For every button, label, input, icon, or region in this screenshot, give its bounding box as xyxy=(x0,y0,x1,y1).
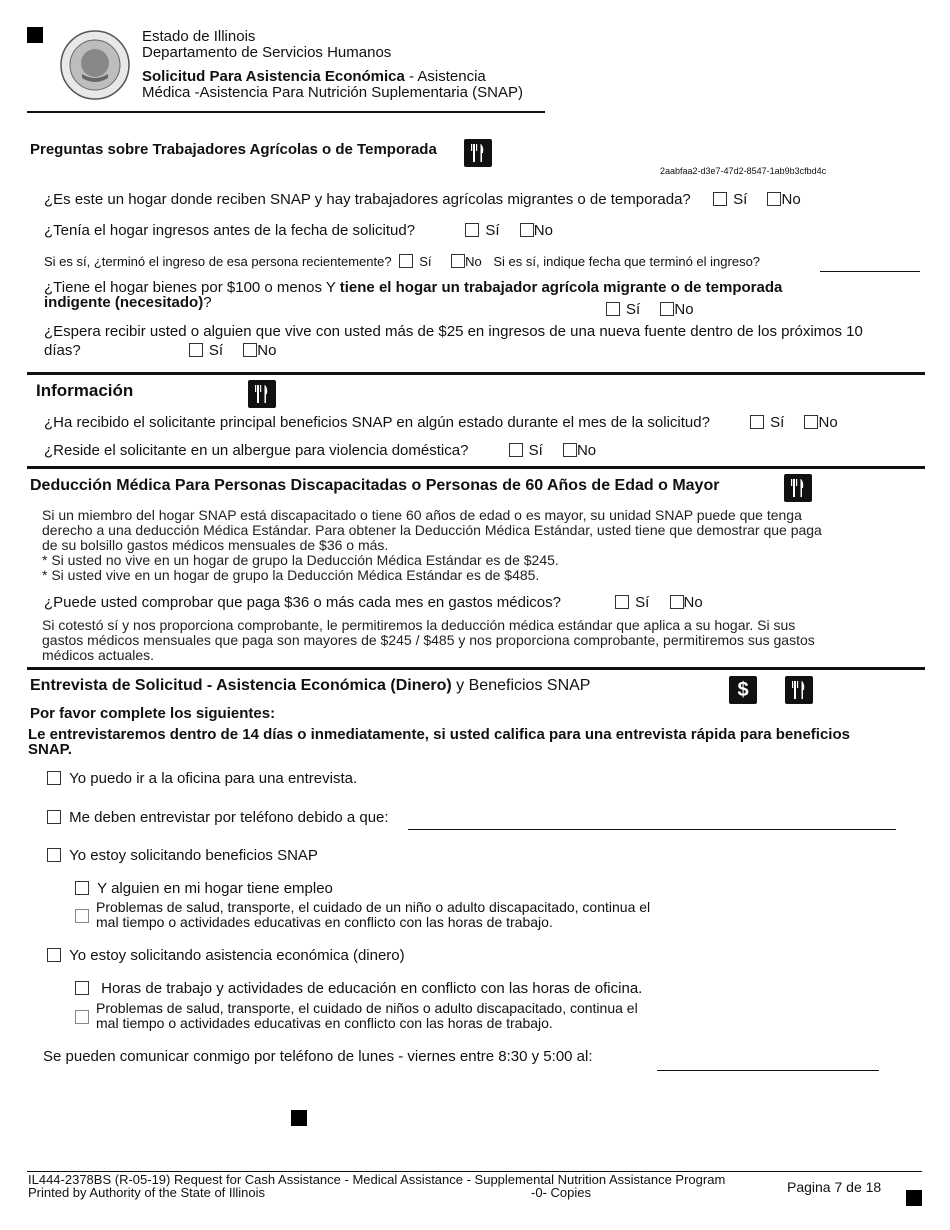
yes-label: Sí xyxy=(528,442,543,459)
footer-line1: IL444-2378BS (R-05-19) Request for Cash Assistance - Medical Assistance - Supplemental Nutrition Assistance Program xyxy=(28,1172,726,1187)
farm-q4-yes-checkbox[interactable] xyxy=(606,302,620,316)
cash-problems-line2: mal tiempo o actividades educativas en conflicto con las horas de trabajo. xyxy=(96,1015,553,1031)
no-label: No xyxy=(683,594,703,611)
contact-phone-field[interactable] xyxy=(657,1070,879,1071)
farm-q5-line1: ¿Espera recibir usted o alguien que vive con usted más de $25 en ingresos de una nueva fuente dentro de los próximos 10 xyxy=(44,323,863,340)
farm-section-title: Preguntas sobre Trabajadores Agrícolas o de Temporada xyxy=(30,141,437,158)
info-q1-text: ¿Ha recibido el solicitante principal beneficios SNAP en algún estado durante el mes de la solicitud? xyxy=(44,414,710,431)
info-q1-yes-checkbox[interactable] xyxy=(750,415,764,429)
medical-p1-line2: derecho a una deducción Médica Estándar. Para obtener la Deducción Médica Estándar, usted tiene que demostrar que paga xyxy=(42,522,822,538)
cash-hours-label: Horas de trabajo y actividades de educación en conflicto con las horas de oficina. xyxy=(101,980,643,997)
no-label: No xyxy=(818,414,838,431)
farm-q4-bold1: tiene el hogar un trabajador agrícola migrante o de temporada xyxy=(339,279,783,296)
section-divider xyxy=(27,372,925,375)
interview-complete-label: Por favor complete los siguientes: xyxy=(30,705,276,722)
snap-problems-line1: Problemas de salud, transporte, el cuidado de un niño o adulto discapacitado, continua el xyxy=(96,899,651,915)
cash-sub-problems xyxy=(75,1001,638,1031)
phone-interview-checkbox[interactable] xyxy=(47,810,61,824)
yes-label: Sí xyxy=(419,254,432,269)
info-q2-no-checkbox[interactable] xyxy=(563,443,577,457)
fork-knife-icon xyxy=(784,474,812,502)
medical-p2-line2: gastos médicos mensuales que paga son mayores de $245 / $485 y nos proporciona comprobante, permitiremos sus gastos xyxy=(42,632,815,648)
no-label: No xyxy=(781,191,801,208)
medical-p2-line1: Si cotestó sí y nos proporciona comprobante, le permitiremos la deducción médica estándar que aplica a su hogar. Si sus xyxy=(42,617,796,633)
farm-q3-date-text: Si es sí, indique fecha que terminó el ingreso? xyxy=(493,254,761,269)
contact-phone-label: Se pueden comunicar conmigo por teléfono de lunes - viernes entre 8:30 y 5:00 al: xyxy=(43,1048,593,1065)
medical-p1-line3: de su bolsillo gastos médicos mensuales de $36 o más. xyxy=(42,537,389,553)
section-divider xyxy=(27,466,925,469)
farm-q3-yes-checkbox[interactable] xyxy=(399,254,413,268)
farm-q3 xyxy=(44,253,760,270)
yes-label: Sí xyxy=(635,594,650,611)
interview-notice-line2: SNAP. xyxy=(28,741,72,758)
farm-q3-date-field[interactable] xyxy=(820,271,920,272)
registration-mark-top-left xyxy=(27,27,43,43)
interview-title-bold: Entrevista de Solicitud - Asistencia Económica (Dinero) xyxy=(30,677,452,694)
info-section-title: Información xyxy=(36,381,134,400)
snap-sub-employed xyxy=(75,880,333,897)
medical-q1-no-checkbox[interactable] xyxy=(670,595,684,609)
fork-knife-icon xyxy=(464,139,492,167)
farm-q3-no-checkbox[interactable] xyxy=(451,254,465,268)
farm-q1-no-checkbox[interactable] xyxy=(767,192,781,206)
medical-paragraph-1 xyxy=(42,508,922,583)
info-q2 xyxy=(44,442,596,459)
farm-q2 xyxy=(44,222,553,239)
phone-reason-field[interactable] xyxy=(408,829,896,830)
cash-sub-hours xyxy=(75,980,642,997)
office-interview-checkbox[interactable] xyxy=(47,771,61,785)
farm-q5-line2 xyxy=(44,342,276,359)
no-label: No xyxy=(533,222,553,239)
header-form-title-line2: Médica -Asistencia Para Nutrición Suplementaria (SNAP) xyxy=(142,84,523,101)
medical-paragraph-2 xyxy=(42,618,922,663)
cash-problems-checkbox[interactable] xyxy=(75,1010,89,1024)
medical-q1-yes-checkbox[interactable] xyxy=(615,595,629,609)
farm-q4-bold2: indigente (necesitado) xyxy=(44,294,204,311)
interview-opt-phone xyxy=(47,809,389,826)
info-q2-yes-checkbox[interactable] xyxy=(509,443,523,457)
interview-opt-office xyxy=(47,770,357,787)
registration-mark-bottom-center xyxy=(291,1110,307,1126)
yes-label: Sí xyxy=(208,342,224,359)
farm-q1-yes-checkbox[interactable] xyxy=(713,192,727,206)
farm-q4-part1: ¿Tiene el hogar bienes por $100 o menos Y xyxy=(44,279,340,296)
snap-sub-problems xyxy=(75,900,650,930)
snap-problems-line2: mal tiempo o actividades educativas en conflicto con las horas de trabajo. xyxy=(96,914,553,930)
yes-label: Sí xyxy=(626,301,641,318)
yes-label: Sí xyxy=(485,222,500,239)
info-q1 xyxy=(44,414,838,431)
interview-title-rest: y Beneficios SNAP xyxy=(451,677,591,694)
no-label: No xyxy=(465,254,482,269)
document-id: 2aabfaa2-d3e7-47d2-8547-1ab9b3cfbd4c xyxy=(660,166,827,176)
farm-q2-no-checkbox[interactable] xyxy=(520,223,534,237)
header-form-title xyxy=(142,68,486,85)
medical-p2-line3: médicos actuales. xyxy=(42,647,155,663)
registration-mark-bottom-right xyxy=(906,1190,922,1206)
farm-q1-text: ¿Es este un hogar donde reciben SNAP y hay trabajadores agrícolas migrantes o de temporada? xyxy=(44,191,691,208)
state-seal xyxy=(60,30,130,100)
medical-section-title: Deducción Médica Para Personas Discapacitadas o Personas de 60 Años de Edad o Mayor xyxy=(30,477,720,494)
medical-p1-line1: Si un miembro del hogar SNAP está discapacitado o tiene 60 años de edad o es mayor, su unidad SNAP puede que tenga xyxy=(42,507,802,523)
cash-applying-label: Yo estoy solicitando asistencia económica (dinero) xyxy=(69,947,405,964)
form-title-bold: Solicitud Para Asistencia Económica xyxy=(142,68,405,85)
header-underline xyxy=(27,111,545,113)
footer-page-number: Pagina 7 de 18 xyxy=(787,1179,882,1195)
cash-hours-checkbox[interactable] xyxy=(75,981,89,995)
medical-q1 xyxy=(44,594,703,611)
snap-employed-checkbox[interactable] xyxy=(75,881,89,895)
farm-q2-yes-checkbox[interactable] xyxy=(465,223,479,237)
office-interview-label: Yo puedo ir a la oficina para una entrevista. xyxy=(69,770,358,787)
farm-q5-yes-checkbox[interactable] xyxy=(189,343,203,357)
yes-label: Sí xyxy=(770,414,785,431)
section-divider xyxy=(27,667,925,670)
snap-applying-label: Yo estoy solicitando beneficios SNAP xyxy=(69,847,318,864)
header-state: Estado de Illinois xyxy=(142,28,256,45)
interview-section-title xyxy=(30,677,590,695)
snap-applying-checkbox[interactable] xyxy=(47,848,61,862)
interview-notice-line1: Le entrevistaremos dentro de 14 días o inmediatamente, si usted califica para una entrevista rápida para beneficios xyxy=(28,726,850,743)
interview-opt-cash xyxy=(47,947,405,964)
form-title-rest: - Asistencia xyxy=(404,68,486,85)
footer-line2-left: Printed by Authority of the State of Illinois xyxy=(28,1185,266,1200)
farm-q1 xyxy=(44,191,801,208)
farm-q4-options xyxy=(606,301,694,318)
dollar-icon: $ xyxy=(729,676,757,704)
no-label: No xyxy=(674,301,694,318)
header-department: Departamento de Servicios Humanos xyxy=(142,44,392,61)
info-q1-no-checkbox[interactable] xyxy=(804,415,818,429)
no-label: No xyxy=(257,342,277,359)
medical-bullet-1: * Si usted no vive en un hogar de grupo la Deducción Médica Estándar es de $245. xyxy=(42,552,559,568)
fork-knife-icon xyxy=(248,380,276,408)
interview-opt-snap xyxy=(47,847,318,864)
farm-q3-text: Si es sí, ¿terminó el ingreso de esa persona recientemente? xyxy=(44,254,392,269)
farm-q2-text: ¿Tenía el hogar ingresos antes de la fecha de solicitud? xyxy=(44,222,416,239)
farm-q4-line2 xyxy=(44,294,212,311)
cash-applying-checkbox[interactable] xyxy=(47,948,61,962)
info-q2-text: ¿Reside el solicitante en un albergue para violencia doméstica? xyxy=(44,442,469,459)
farm-q4-end: ? xyxy=(203,294,212,311)
footer-line2-right: -0- Copies xyxy=(531,1185,591,1200)
farm-q5-no-checkbox[interactable] xyxy=(243,343,257,357)
farm-q5-line2-text: días? xyxy=(44,342,81,359)
yes-label: Sí xyxy=(733,191,748,208)
medical-q1-text: ¿Puede usted comprobar que paga $36 o más cada mes en gastos médicos? xyxy=(44,594,561,611)
phone-interview-label: Me deben entrevistar por teléfono debido a que: xyxy=(69,809,389,826)
medical-bullet-2: * Si usted vive en un hogar de grupo la Deducción Médica Estándar es de $485. xyxy=(42,567,540,583)
snap-employed-label: Y alguien en mi hogar tiene empleo xyxy=(97,880,333,897)
no-label: No xyxy=(576,442,597,459)
fork-knife-icon xyxy=(785,676,813,704)
cash-problems-line1: Problemas de salud, transporte, el cuidado de niños o adulto discapacitado, continua el xyxy=(96,1000,638,1016)
snap-problems-checkbox[interactable] xyxy=(75,909,89,923)
farm-q4-no-checkbox[interactable] xyxy=(660,302,674,316)
